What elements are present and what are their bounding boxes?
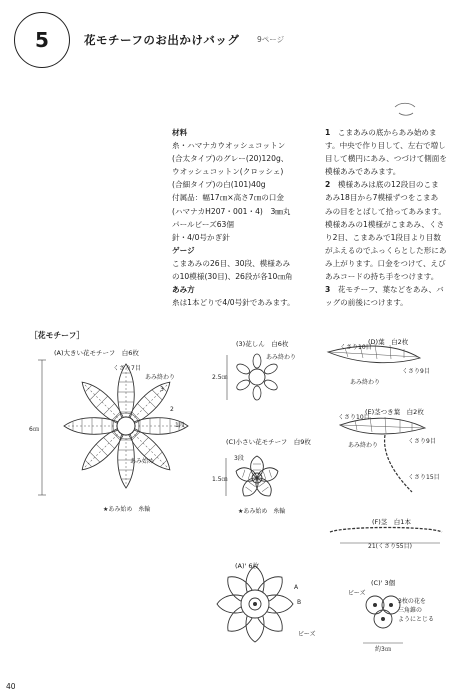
method-line: 糸は1本どりで4/0号針であみます。 <box>172 298 295 308</box>
materials-line: パールビーズ63個 <box>172 219 234 229</box>
diagram-title-assembled-flower: (A)' 6枚 <box>235 562 260 570</box>
step-line: がふえるのでふっくらとした形にあ <box>325 245 447 255</box>
diagram-label: あみ終わり <box>348 442 379 449</box>
diagram-label: 3枚の花を <box>398 598 426 605</box>
step-line: こまあみの底からあみ始めま <box>337 128 437 137</box>
materials-heading: 材料 <box>172 128 188 137</box>
gauge-heading: ゲージ <box>172 245 195 255</box>
dimension-label: 2.5㎝ <box>212 374 228 381</box>
diagram-label: A <box>294 584 299 591</box>
diagram-label: B <box>297 599 302 606</box>
step-line: す。中央で作り目して、左右で増し <box>325 141 446 151</box>
diagram-title-stem-leaf: (E)茎つき葉 白2枚 <box>365 408 424 416</box>
diagram-label: あみ終わり <box>266 354 297 361</box>
diagram-label: あみ始め <box>130 458 155 465</box>
materials-line: (ハマナカH207・001・4) 3㎜丸 <box>172 206 291 216</box>
diagram-small-flower <box>234 456 280 500</box>
page-number: 40 <box>6 682 16 691</box>
diagram-title-stem: (F)茎 白1本 <box>372 518 411 526</box>
diagram-label: くさり10目 <box>338 414 370 421</box>
diagram-title-leaf: (D)葉 白2枚 <box>368 338 409 346</box>
step-line: 模様あみは底の12段目のこま <box>337 180 439 190</box>
diagram-label: ビーズ <box>298 631 316 638</box>
gauge-line: の10模様(30目)、26段が各10㎝角 <box>172 272 293 282</box>
dimension-label: 21(くさり55目) <box>368 543 412 550</box>
dimension-label: 6㎝ <box>29 426 39 433</box>
step-line: み上がります。口金をつけて、えび <box>325 258 446 268</box>
materials-line: (合太タイプ)のグレー(20)120g、 <box>172 154 289 164</box>
diagram-label: あみ終わり <box>145 374 176 381</box>
diagram-label: ビーズ <box>348 590 366 597</box>
diagram-label: 2 <box>170 406 174 413</box>
diagram-note: ★あみ始め 糸輪 <box>238 508 286 515</box>
section-label: ［花モチーフ］ <box>30 331 85 340</box>
diagram-label: あみ終わり <box>350 379 381 386</box>
materials-line: (合細タイプ)の白(101)40g <box>172 180 266 190</box>
step-number: 1 <box>325 128 331 137</box>
diagram-label: ようにとじる <box>398 616 435 623</box>
diagram-large-flower <box>64 364 188 488</box>
diagram-title-small-flower: (C)小さい花モチーフ 白9枚 <box>226 438 311 446</box>
diagram-label: くさり9目 <box>408 438 436 445</box>
step-line: あみ18目から7模様ずつをこまあ <box>325 193 439 203</box>
step-line: あみコードの持ち手をつけます。 <box>325 272 439 282</box>
materials-line: 針・4/0号かぎ針 <box>172 232 230 242</box>
diagram-label: 3 <box>160 386 164 393</box>
diagram-title-flower-center: (3)花しん 白6枚 <box>236 340 289 348</box>
diagram-assembled-flower <box>217 566 293 642</box>
diagram-label: 3段 <box>234 455 244 462</box>
page-reference: 9ページ <box>257 35 285 44</box>
step-line: 模様あみの1模様がこまあみ、くさ <box>325 219 445 229</box>
diagram-label: 1段 <box>175 422 185 429</box>
materials-line: 付属品：幅17㎝×高さ7㎝の口金 <box>172 193 284 203</box>
diagram-title-large-flower: (A)大きい花モチーフ 白6枚 <box>54 349 139 357</box>
step-number: 2 <box>325 180 331 190</box>
diagram-title-bead-flower: (C)' 3個 <box>371 579 396 587</box>
dimension-label: 約3㎝ <box>375 646 391 653</box>
step-line: 目して横円にあみ、つづけて側面を <box>325 154 447 164</box>
diagram-label: くさり15目 <box>408 474 440 481</box>
decorative-flower-icon <box>395 103 415 115</box>
method-heading: あみ方 <box>172 285 195 295</box>
step-number: 3 <box>325 285 331 295</box>
gauge-line: こまあみの26目、30段、模様あみ <box>172 258 291 268</box>
step-line: り2目、こまあみで1段目より目数 <box>325 232 441 242</box>
diagram-label: くさり9目 <box>402 368 430 375</box>
chapter-number: 5 <box>14 12 70 68</box>
step-line: 花モチーフ、葉などをあみ、バ <box>337 285 444 295</box>
materials-line: 糸・ハマナカウオッシュコットン <box>172 141 286 151</box>
page-title: 花モチーフのお出かけバッグ <box>84 33 240 47</box>
materials-line: ウオッシュコットン(クロッシェ) <box>172 167 284 177</box>
dimension-label: 1.5㎝ <box>212 476 228 483</box>
diagram-label: くさり10目 <box>340 344 372 351</box>
step-line: ッグの前後につけます。 <box>325 298 408 308</box>
step-line: みの目をとばして拾ってあみます。 <box>325 206 446 216</box>
diagram-note: ★あみ始め 糸輪 <box>103 506 151 513</box>
diagram-label: 三角錐の <box>398 607 423 614</box>
diagram-label: くさり7目 <box>113 365 141 372</box>
diagram-bead-flower <box>363 596 403 643</box>
step-line: 模様あみであみます。 <box>325 167 401 177</box>
